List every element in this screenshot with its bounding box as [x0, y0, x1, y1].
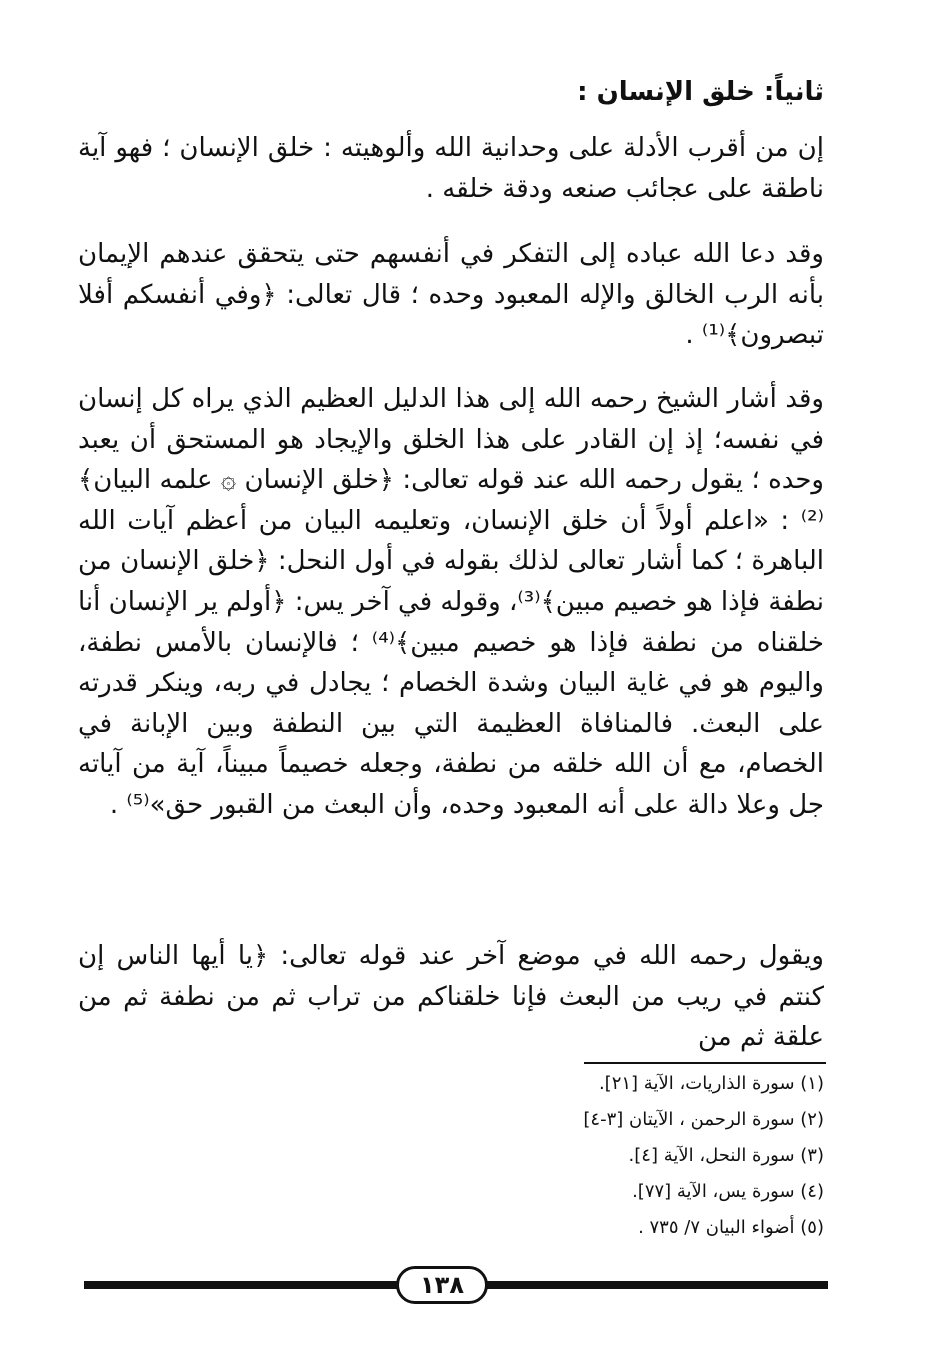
paragraph-1: إن من أقرب الأدلة على وحدانية الله وألوهيته : خلق الإنسان ؛ فهو آية ناطقة على عجائب صنعه ودقة خلقه . [78, 133, 824, 204]
section-heading: ثانياً: خلق الإنسان : [577, 77, 824, 107]
footnote-divider [584, 1062, 826, 1064]
footnote-4: (٤) سورة يس، الآية [٧٧]. [632, 1181, 824, 1202]
footnote-1: (١) سورة الذاريات، الآية [٢١]. [598, 1073, 824, 1094]
footnote-5: (٥) أضواء البيان ٧/ ٧٣٥ . [638, 1217, 824, 1238]
footer-bar-right [484, 1281, 828, 1289]
footnotes [464, 1066, 824, 1246]
page-number: ١٣٨ [396, 1266, 488, 1304]
paragraph-4: ويقول رحمه الله في موضع آخر عند قوله تعالى: ﴿يا أيها الناس إن كنتم في ريب من البعث فإنا خلقناكم من تراب ثم من نطفة ثم من علقة ثم من [78, 941, 824, 1053]
footnote-3: (٣) سورة النحل، الآية [٤]. [628, 1145, 824, 1166]
footer-bar-left [84, 1281, 400, 1289]
footnote-2: (٢) سورة الرحمن ، الآيتان [٣-٤] [583, 1109, 824, 1130]
paragraph-3: وقد أشار الشيخ رحمه الله إلى هذا الدليل العظيم الذي يراه كل إنسان في نفسه؛ إذ إن القادر على هذا الخلق والإيجاد هو المستحق أن يعبد وحده ؛ يقول رحمه الله عند قوله تعالى: ﴿خلق الإنسان ۞ علمه البيان﴾⁽²⁾ : «اعلم أولاً أن خلق الإنسان، وتعليمه البيان من أعظم آيات الله الباهرة ؛ كما أشار تعالى لذلك بقوله في أول النحل: ﴿خلق الإنسان من نطفة فإذا هو خصيم مبين﴾⁽³⁾، وقوله في آخر يس: ﴿أولم ير الإنسان أنا خلقناه من نطفة فإذا هو خصيم مبين﴾⁽⁴⁾ ؛ فالإنسان بالأمس نطفة، واليوم هو في غاية البيان وشدة الخصام ؛ يجادل في ربه، وينكر قدرته على البعث. فالمنافاة العظيمة التي بين النطفة وبين الإبانة في الخصام، مع أن الله خلقه من نطفة، وجعله خصيماً مبيناً، آية من آياته جل وعلا دالة على أنه المعبود وحده، وأن البعث من القبور حق»⁽⁵⁾ . [77, 384, 825, 820]
paragraph-2: وقد دعا الله عباده إلى التفكر في أنفسهم حتى يتحقق عندهم الإيمان بأنه الرب الخالق والإله المعبود وحده ؛ قال تعالى: ﴿وفي أنفسكم أفلا تبصرون﴾⁽¹⁾ . [78, 239, 824, 351]
